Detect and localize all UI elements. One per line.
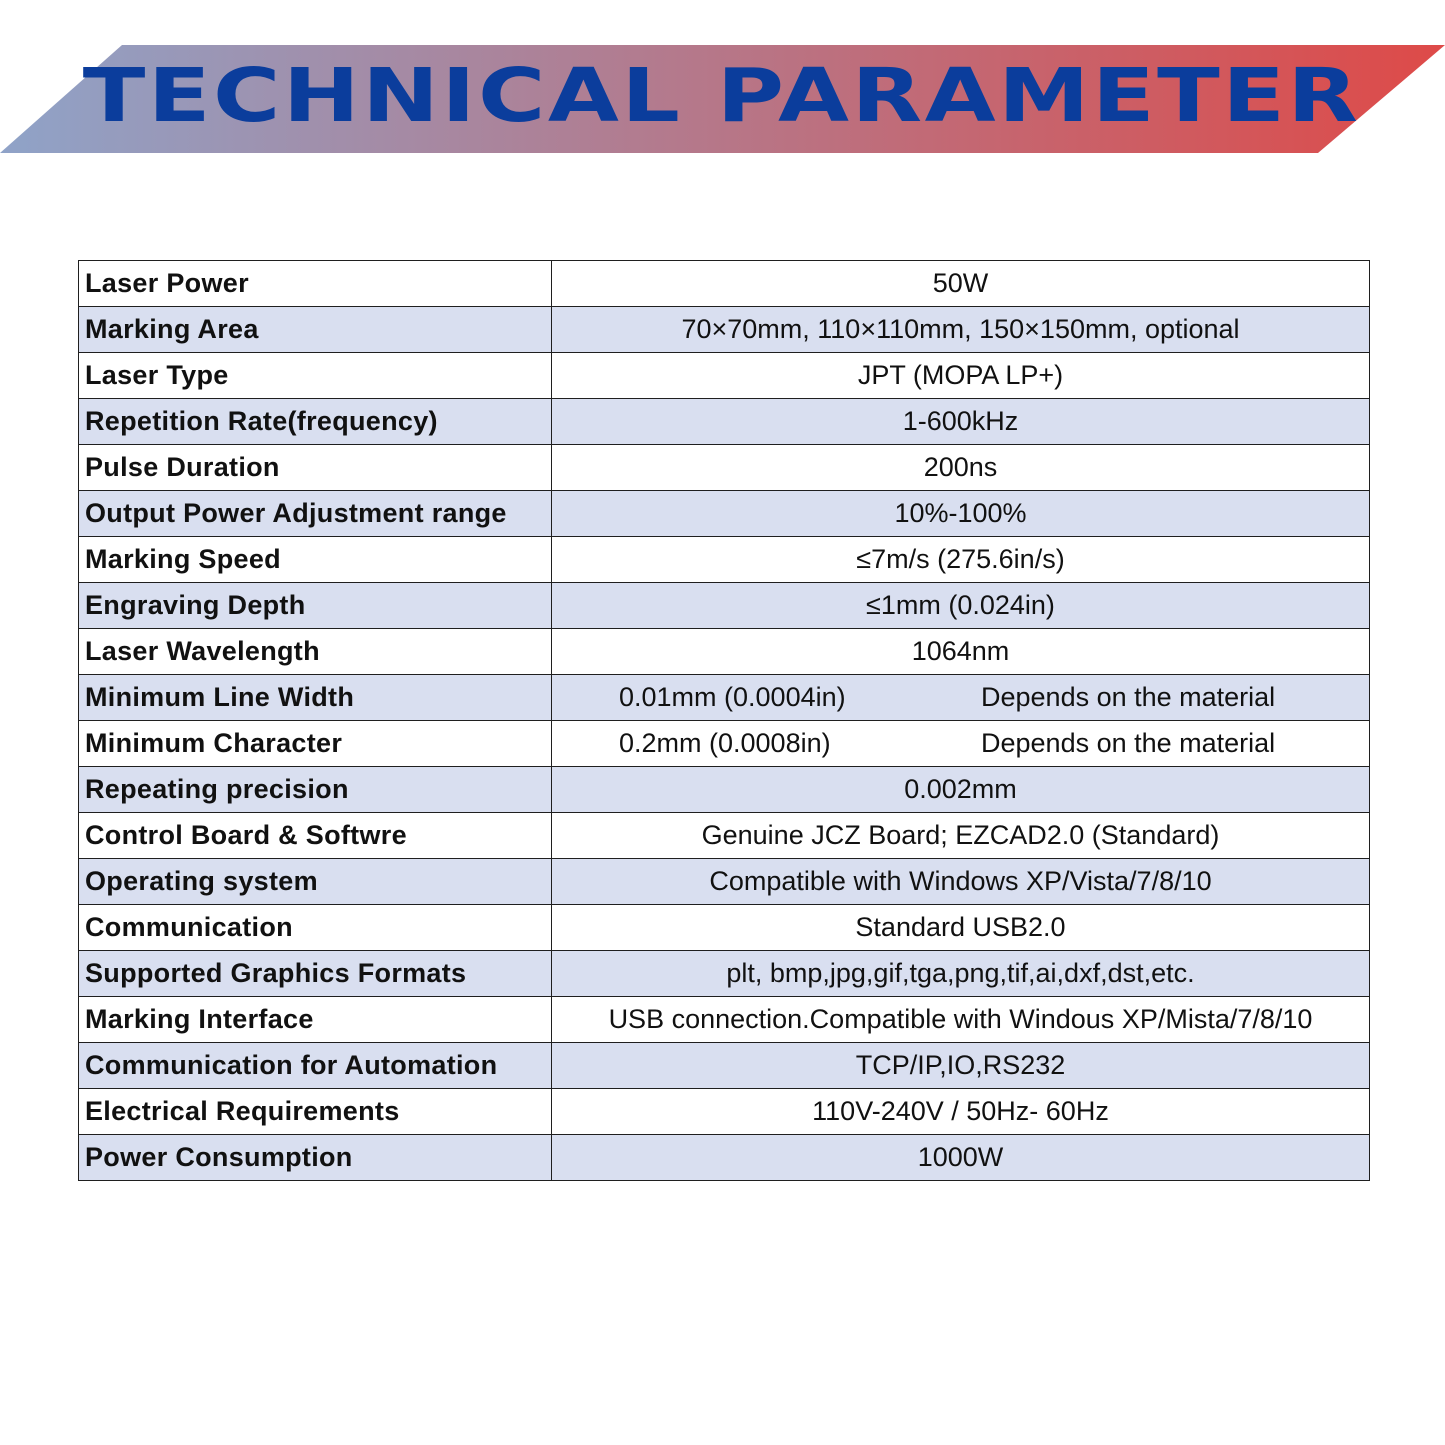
spec-value-cell bbox=[552, 491, 1370, 537]
table-row bbox=[79, 537, 1370, 583]
spec-value: 1-600kHz bbox=[902, 406, 1019, 436]
spec-value-cell bbox=[552, 399, 1370, 445]
table-row bbox=[79, 629, 1370, 675]
spec-label: Marking Speed bbox=[79, 537, 552, 583]
spec-label: Supported Graphics Formats bbox=[79, 951, 552, 997]
table-row bbox=[79, 859, 1370, 905]
spec-label: Communication bbox=[79, 905, 552, 951]
spec-label: Engraving Depth bbox=[79, 583, 552, 629]
table-row bbox=[79, 813, 1370, 859]
spec-value-split bbox=[552, 721, 1369, 766]
table-row bbox=[79, 445, 1370, 491]
spec-value-split bbox=[552, 675, 1369, 720]
spec-value: 1000W bbox=[917, 1142, 1004, 1172]
spec-label: Repetition Rate(frequency) bbox=[79, 399, 552, 445]
table-row bbox=[79, 1043, 1370, 1089]
spec-value: 1064nm bbox=[911, 636, 1010, 666]
spec-label: Control Board & Softwre bbox=[79, 813, 552, 859]
spec-value: Genuine JCZ Board; EZCAD2.0 (Standard) bbox=[701, 820, 1220, 850]
spec-value: 0.2mm (0.0008in) bbox=[619, 728, 831, 758]
spec-label: Power Consumption bbox=[79, 1135, 552, 1181]
table-row bbox=[79, 951, 1370, 997]
spec-label: Laser Wavelength bbox=[79, 629, 552, 675]
spec-value-cell bbox=[552, 767, 1370, 813]
table-row bbox=[79, 1089, 1370, 1135]
spec-value: 0.002mm bbox=[904, 774, 1017, 804]
spec-value: 70×70mm, 110×110mm, 150×150mm, optional bbox=[681, 314, 1240, 344]
spec-label: Laser Type bbox=[79, 353, 552, 399]
spec-label: Minimum Line Width bbox=[79, 675, 552, 721]
spec-value: 50W bbox=[932, 268, 989, 298]
spec-value-cell bbox=[552, 675, 1370, 721]
spec-label: Electrical Requirements bbox=[79, 1089, 552, 1135]
spec-label: Laser Power bbox=[79, 261, 552, 307]
spec-label: Output Power Adjustment range bbox=[79, 491, 552, 537]
spec-value: TCP/IP,IO,RS232 bbox=[855, 1050, 1066, 1080]
spec-value-cell bbox=[552, 905, 1370, 951]
spec-value: 10%-100% bbox=[894, 498, 1027, 528]
page-title: TECHNICAL PARAMETER bbox=[82, 53, 1361, 139]
spec-label: Marking Area bbox=[79, 307, 552, 353]
table-row bbox=[79, 491, 1370, 537]
table-row bbox=[79, 583, 1370, 629]
spec-value-cell bbox=[552, 537, 1370, 583]
spec-value-cell bbox=[552, 1089, 1370, 1135]
spec-value-cell bbox=[552, 629, 1370, 675]
spec-value: 0.01mm (0.0004in) bbox=[619, 682, 846, 712]
spec-value-cell bbox=[552, 1043, 1370, 1089]
table-row bbox=[79, 721, 1370, 767]
spec-value-cell bbox=[552, 1135, 1370, 1181]
table-row bbox=[79, 1135, 1370, 1181]
spec-label: Minimum Character bbox=[79, 721, 552, 767]
spec-value: JPT (MOPA LP+) bbox=[857, 360, 1064, 390]
spec-table-body bbox=[79, 261, 1370, 1181]
spec-value: Compatible with Windows XP/Vista/7/8/10 bbox=[709, 866, 1212, 896]
spec-value: ≤7m/s (275.6in/s) bbox=[856, 544, 1065, 574]
spec-label: Operating system bbox=[79, 859, 552, 905]
spec-value-cell bbox=[552, 951, 1370, 997]
title-banner bbox=[0, 45, 1445, 153]
spec-value: 110V-240V / 50Hz- 60Hz bbox=[812, 1096, 1109, 1126]
spec-value-cell bbox=[552, 307, 1370, 353]
table-row bbox=[79, 307, 1370, 353]
spec-note: Depends on the material bbox=[981, 682, 1276, 712]
table-row bbox=[79, 675, 1370, 721]
table-row bbox=[79, 905, 1370, 951]
spec-value: USB connection.Compatible with Windous XP/Mista/7/8/10 bbox=[608, 1004, 1313, 1034]
spec-label: Marking Interface bbox=[79, 997, 552, 1043]
spec-value-cell bbox=[552, 583, 1370, 629]
spec-value-cell bbox=[552, 721, 1370, 767]
spec-value: Standard USB2.0 bbox=[855, 912, 1066, 942]
spec-table bbox=[78, 260, 1370, 1181]
table-row bbox=[79, 767, 1370, 813]
spec-note: Depends on the material bbox=[981, 728, 1276, 758]
spec-label: Communication for Automation bbox=[79, 1043, 552, 1089]
spec-label: Pulse Duration bbox=[79, 445, 552, 491]
table-row bbox=[79, 399, 1370, 445]
spec-value-cell bbox=[552, 859, 1370, 905]
table-row bbox=[79, 353, 1370, 399]
table-row bbox=[79, 997, 1370, 1043]
spec-label: Repeating precision bbox=[79, 767, 552, 813]
spec-value: ≤1mm (0.024in) bbox=[866, 590, 1055, 620]
spec-value: plt, bmp,jpg,gif,tga,png,tif,ai,dxf,dst,etc. bbox=[726, 958, 1195, 988]
spec-value-cell bbox=[552, 813, 1370, 859]
table-row bbox=[79, 261, 1370, 307]
spec-value-cell bbox=[552, 261, 1370, 307]
spec-value-cell bbox=[552, 353, 1370, 399]
spec-value-cell bbox=[552, 997, 1370, 1043]
spec-value: 200ns bbox=[923, 452, 998, 482]
spec-value-cell bbox=[552, 445, 1370, 491]
